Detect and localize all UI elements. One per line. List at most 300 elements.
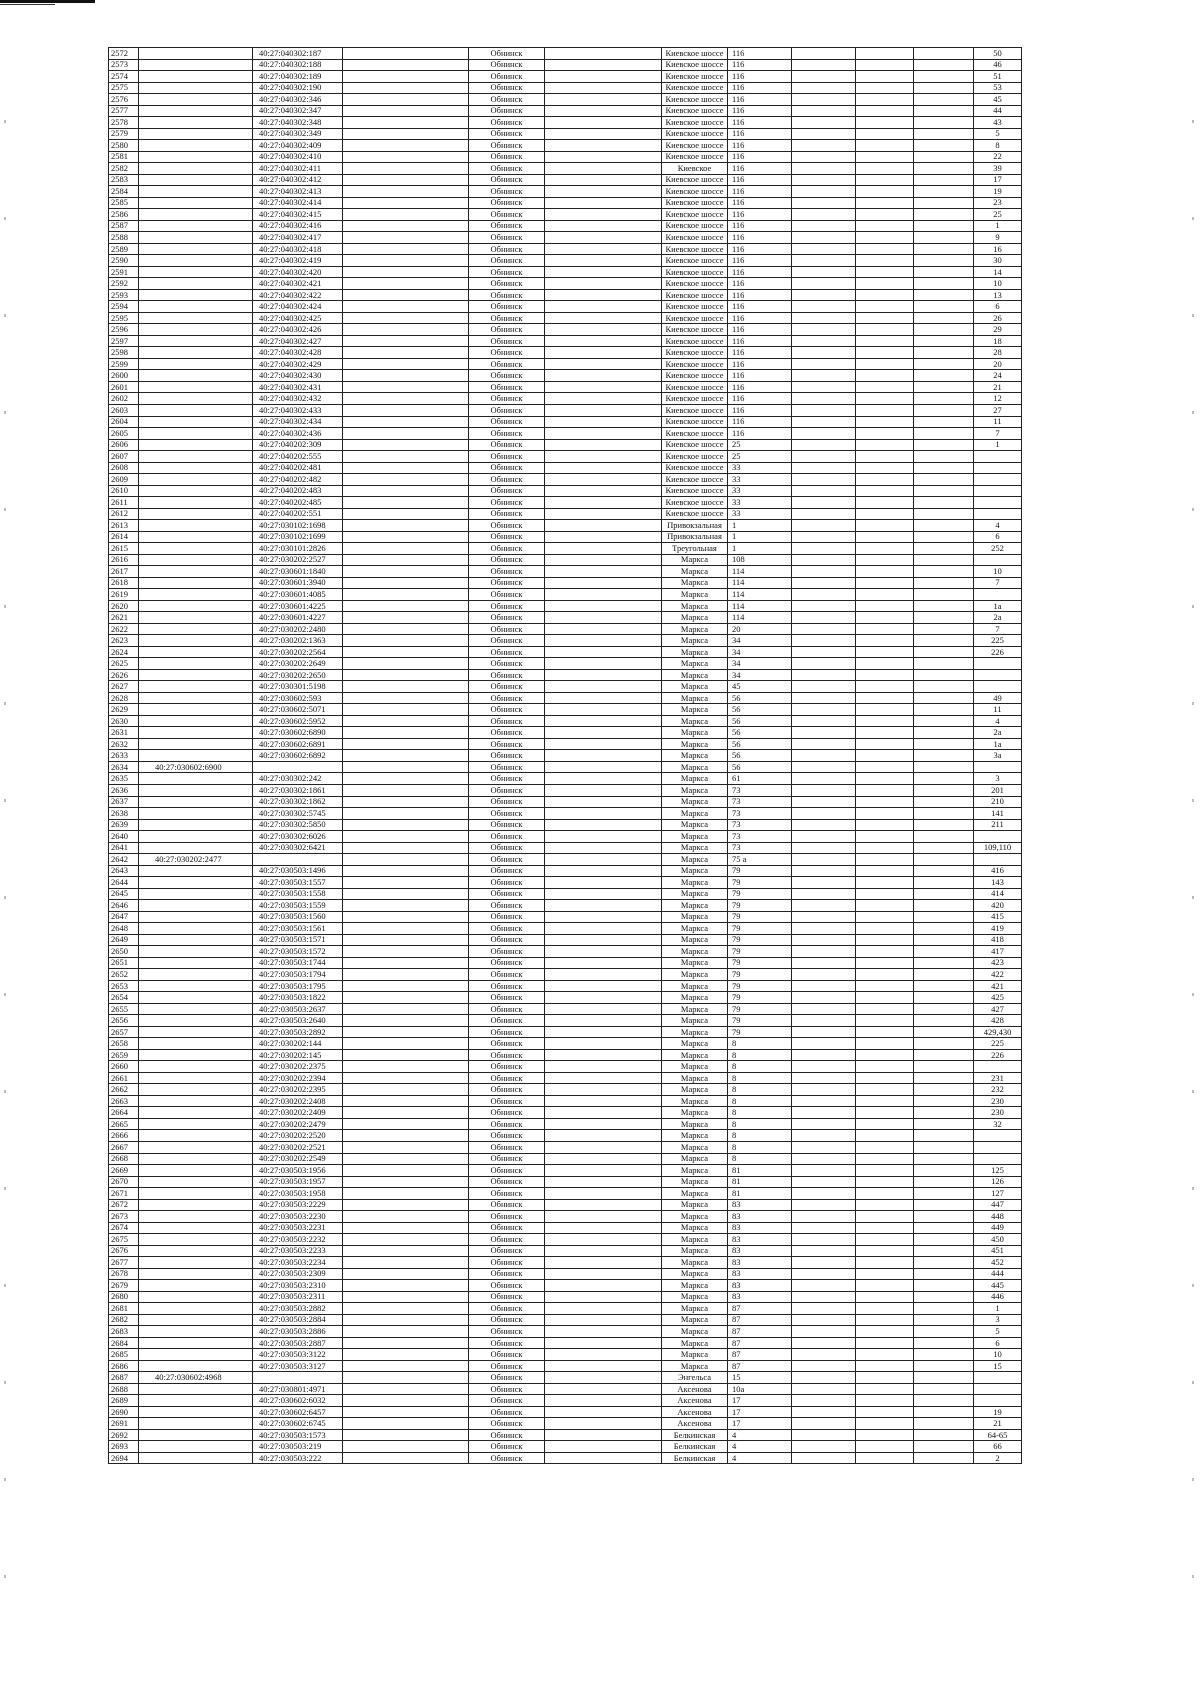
house-number: 79 <box>728 946 792 958</box>
blank-cell <box>545 819 662 831</box>
blank-cell <box>343 163 469 175</box>
blank-cell <box>343 1395 469 1407</box>
city: Обнинск <box>469 865 545 877</box>
apartment-number: 428 <box>974 1015 1022 1027</box>
building-cadastral <box>139 1222 253 1234</box>
blank-cell <box>856 1072 914 1084</box>
apartment-number <box>974 1061 1022 1073</box>
table-row <box>109 474 1022 486</box>
table-row <box>109 220 1022 232</box>
row-number: 2616 <box>109 554 139 566</box>
house-number: 83 <box>728 1291 792 1303</box>
blank-cell <box>856 1095 914 1107</box>
blank-cell <box>914 209 974 221</box>
street: Киевское <box>662 163 728 175</box>
city: Обнинск <box>469 451 545 463</box>
blank-cell <box>856 381 914 393</box>
apartment-number <box>974 669 1022 681</box>
blank-cell <box>343 1199 469 1211</box>
city: Обнинск <box>469 140 545 152</box>
table-row <box>109 1107 1022 1119</box>
city: Обнинск <box>469 577 545 589</box>
blank-cell <box>914 1199 974 1211</box>
blank-cell <box>856 865 914 877</box>
city: Обнинск <box>469 946 545 958</box>
row-number: 2645 <box>109 888 139 900</box>
table-row <box>109 635 1022 647</box>
blank-cell <box>914 1234 974 1246</box>
blank-cell <box>856 393 914 405</box>
city: Обнинск <box>469 1176 545 1188</box>
blank-cell <box>545 554 662 566</box>
apartment-number: 4 <box>974 520 1022 532</box>
building-cadastral <box>139 404 253 416</box>
city: Обнинск <box>469 209 545 221</box>
blank-cell <box>856 174 914 186</box>
blank-cell <box>343 197 469 209</box>
building-cadastral <box>139 1153 253 1165</box>
street: Маркса <box>662 1061 728 1073</box>
row-number: 2617 <box>109 566 139 578</box>
blank-cell <box>792 888 856 900</box>
blank-cell <box>792 589 856 601</box>
street: Маркса <box>662 635 728 647</box>
cadastral-number: 40:27:040302:429 <box>253 358 343 370</box>
table-row <box>109 623 1022 635</box>
apartment-number: 429,430 <box>974 1026 1022 1038</box>
blank-cell <box>343 289 469 301</box>
blank-cell <box>545 658 662 670</box>
blank-cell <box>545 1268 662 1280</box>
blank-cell <box>343 612 469 624</box>
house-number: 79 <box>728 980 792 992</box>
blank-cell <box>914 704 974 716</box>
blank-cell <box>856 1280 914 1292</box>
cadastral-number: 40:27:030503:2229 <box>253 1199 343 1211</box>
city: Обнинск <box>469 554 545 566</box>
row-number: 2653 <box>109 980 139 992</box>
city: Обнинск <box>469 1003 545 1015</box>
city: Обнинск <box>469 232 545 244</box>
row-number: 2670 <box>109 1176 139 1188</box>
apartment-number: 452 <box>974 1257 1022 1269</box>
city: Обнинск <box>469 658 545 670</box>
blank-cell <box>914 94 974 106</box>
street: Киевское шоссе <box>662 485 728 497</box>
building-cadastral <box>139 865 253 877</box>
blank-cell <box>545 785 662 797</box>
street: Киевское шоссе <box>662 255 728 267</box>
blank-cell <box>545 761 662 773</box>
building-cadastral <box>139 531 253 543</box>
house-number: 116 <box>728 393 792 405</box>
city: Обнинск <box>469 255 545 267</box>
table-row <box>109 1072 1022 1084</box>
row-number: 2574 <box>109 71 139 83</box>
blank-cell <box>792 750 856 762</box>
table-row <box>109 347 1022 359</box>
row-number: 2592 <box>109 278 139 290</box>
blank-cell <box>343 980 469 992</box>
blank-cell <box>856 900 914 912</box>
street: Привокзальная <box>662 520 728 532</box>
street: Маркса <box>662 692 728 704</box>
blank-cell <box>792 1165 856 1177</box>
apartment-number: 3а <box>974 750 1022 762</box>
blank-cell <box>914 1107 974 1119</box>
street: Маркса <box>662 681 728 693</box>
city: Обнинск <box>469 1268 545 1280</box>
blank-cell <box>545 715 662 727</box>
apartment-number: 30 <box>974 255 1022 267</box>
blank-cell <box>545 71 662 83</box>
blank-cell <box>792 969 856 981</box>
blank-cell <box>914 324 974 336</box>
cadastral-number: 40:27:030503:219 <box>253 1441 343 1453</box>
row-number: 2675 <box>109 1234 139 1246</box>
blank-cell <box>343 1222 469 1234</box>
blank-cell <box>343 704 469 716</box>
blank-cell <box>343 186 469 198</box>
blank-cell <box>545 600 662 612</box>
apartment-number: 12 <box>974 393 1022 405</box>
apartment-number: 210 <box>974 796 1022 808</box>
blank-cell <box>856 1360 914 1372</box>
row-number: 2609 <box>109 474 139 486</box>
building-cadastral <box>139 71 253 83</box>
street: Маркса <box>662 1072 728 1084</box>
house-number: 79 <box>728 1003 792 1015</box>
blank-cell <box>914 1257 974 1269</box>
building-cadastral <box>139 900 253 912</box>
blank-cell <box>914 934 974 946</box>
table-row <box>109 992 1022 1004</box>
row-number: 2632 <box>109 738 139 750</box>
row-number: 2694 <box>109 1452 139 1464</box>
table-row <box>109 1084 1022 1096</box>
building-cadastral <box>139 82 253 94</box>
table-row <box>109 923 1022 935</box>
street: Маркса <box>662 1118 728 1130</box>
apartment-number: 447 <box>974 1199 1022 1211</box>
blank-cell <box>856 335 914 347</box>
house-number: 116 <box>728 289 792 301</box>
street: Киевское шоссе <box>662 243 728 255</box>
street: Белкинская <box>662 1452 728 1464</box>
apartment-number <box>974 1141 1022 1153</box>
blank-cell <box>545 1130 662 1142</box>
table-row <box>109 612 1022 624</box>
apartment-number <box>974 485 1022 497</box>
apartment-number: 21 <box>974 381 1022 393</box>
row-number: 2664 <box>109 1107 139 1119</box>
blank-cell <box>545 1003 662 1015</box>
house-number: 45 <box>728 681 792 693</box>
row-number: 2641 <box>109 842 139 854</box>
building-cadastral <box>139 393 253 405</box>
apartment-number: 8 <box>974 140 1022 152</box>
row-number: 2613 <box>109 520 139 532</box>
cadastral-number: 40:27:030202:2409 <box>253 1107 343 1119</box>
blank-cell <box>856 1452 914 1464</box>
apartment-number: 422 <box>974 969 1022 981</box>
blank-cell <box>914 888 974 900</box>
blank-cell <box>856 854 914 866</box>
apartment-number: 1 <box>974 220 1022 232</box>
cadastral-number: 40:27:040302:416 <box>253 220 343 232</box>
cadastral-number: 40:27:030503:2230 <box>253 1211 343 1223</box>
table-row <box>109 370 1022 382</box>
house-number: 116 <box>728 105 792 117</box>
street: Маркса <box>662 623 728 635</box>
blank-cell <box>545 1118 662 1130</box>
apartment-number: 232 <box>974 1084 1022 1096</box>
cadastral-number: 40:27:030202:2521 <box>253 1141 343 1153</box>
apartment-number <box>974 1372 1022 1384</box>
cadastral-number: 40:27:040302:348 <box>253 117 343 129</box>
apartment-number <box>974 854 1022 866</box>
building-cadastral <box>139 1015 253 1027</box>
cadastral-number: 40:27:040302:436 <box>253 428 343 440</box>
building-cadastral <box>139 1268 253 1280</box>
apartment-number: 446 <box>974 1291 1022 1303</box>
blank-cell <box>856 197 914 209</box>
cadastral-number: 40:27:030202:2394 <box>253 1072 343 1084</box>
house-number: 116 <box>728 163 792 175</box>
building-cadastral <box>139 911 253 923</box>
blank-cell <box>343 946 469 958</box>
street: Маркса <box>662 877 728 889</box>
cadastral-number: 40:27:030503:1958 <box>253 1188 343 1200</box>
building-cadastral <box>139 589 253 601</box>
blank-cell <box>343 335 469 347</box>
row-number: 2690 <box>109 1406 139 1418</box>
city: Обнинск <box>469 497 545 509</box>
city: Обнинск <box>469 48 545 60</box>
blank-cell <box>792 681 856 693</box>
city: Обнинск <box>469 738 545 750</box>
table-row <box>109 808 1022 820</box>
city: Обнинск <box>469 1291 545 1303</box>
blank-cell <box>545 1188 662 1200</box>
blank-cell <box>856 358 914 370</box>
street: Киевское шоссе <box>662 497 728 509</box>
blank-cell <box>343 220 469 232</box>
city: Обнинск <box>469 1084 545 1096</box>
building-cadastral <box>139 94 253 106</box>
apartment-number: 127 <box>974 1188 1022 1200</box>
blank-cell <box>545 946 662 958</box>
blank-cell <box>856 117 914 129</box>
blank-cell <box>343 439 469 451</box>
street: Маркса <box>662 1291 728 1303</box>
house-number: 1 <box>728 520 792 532</box>
row-number: 2668 <box>109 1153 139 1165</box>
apartment-number: 19 <box>974 186 1022 198</box>
blank-cell <box>343 1049 469 1061</box>
city: Обнинск <box>469 1429 545 1441</box>
blank-cell <box>856 761 914 773</box>
apartment-number: 50 <box>974 48 1022 60</box>
city: Обнинск <box>469 1234 545 1246</box>
house-number: 83 <box>728 1257 792 1269</box>
row-number: 2691 <box>109 1418 139 1430</box>
blank-cell <box>914 1452 974 1464</box>
blank-cell <box>545 1199 662 1211</box>
cadastral-number: 40:27:030503:2309 <box>253 1268 343 1280</box>
house-number: 8 <box>728 1095 792 1107</box>
blank-cell <box>914 335 974 347</box>
city: Обнинск <box>469 692 545 704</box>
apartment-number: 421 <box>974 980 1022 992</box>
blank-cell <box>914 255 974 267</box>
blank-cell <box>792 289 856 301</box>
cadastral-number: 40:27:030601:4227 <box>253 612 343 624</box>
street: Маркса <box>662 1141 728 1153</box>
blank-cell <box>343 71 469 83</box>
scan-edge-mark <box>0 0 95 3</box>
building-cadastral <box>139 1257 253 1269</box>
apartment-number: 445 <box>974 1280 1022 1292</box>
blank-cell <box>343 1072 469 1084</box>
city: Обнинск <box>469 900 545 912</box>
row-number: 2625 <box>109 658 139 670</box>
blank-cell <box>545 520 662 532</box>
apartment-number: 425 <box>974 992 1022 1004</box>
house-number: 79 <box>728 957 792 969</box>
city: Обнинск <box>469 186 545 198</box>
table-row <box>109 404 1022 416</box>
blank-cell <box>343 404 469 416</box>
blank-cell <box>792 428 856 440</box>
blank-cell <box>914 232 974 244</box>
apartment-number: 6 <box>974 301 1022 313</box>
row-number: 2630 <box>109 715 139 727</box>
building-cadastral <box>139 520 253 532</box>
blank-cell <box>792 669 856 681</box>
city: Обнинск <box>469 128 545 140</box>
blank-cell <box>343 393 469 405</box>
blank-cell <box>343 1452 469 1464</box>
house-number: 83 <box>728 1234 792 1246</box>
row-number: 2679 <box>109 1280 139 1292</box>
cadastral-number: 40:27:040302:419 <box>253 255 343 267</box>
building-cadastral <box>139 255 253 267</box>
cadastral-number: 40:27:030503:1559 <box>253 900 343 912</box>
table-row <box>109 1153 1022 1165</box>
row-number: 2621 <box>109 612 139 624</box>
blank-cell <box>914 669 974 681</box>
blank-cell <box>856 324 914 336</box>
building-cadastral <box>139 612 253 624</box>
blank-cell <box>792 658 856 670</box>
blank-cell <box>856 209 914 221</box>
blank-cell <box>914 566 974 578</box>
city: Обнинск <box>469 1107 545 1119</box>
cadastral-number: 40:27:040302:422 <box>253 289 343 301</box>
blank-cell <box>856 1291 914 1303</box>
row-number: 2659 <box>109 1049 139 1061</box>
blank-cell <box>856 658 914 670</box>
street: Маркса <box>662 1165 728 1177</box>
blank-cell <box>856 1176 914 1188</box>
blank-cell <box>792 1441 856 1453</box>
building-cadastral <box>139 197 253 209</box>
building-cadastral <box>139 1280 253 1292</box>
cadastral-number: 40:27:030202:2520 <box>253 1130 343 1142</box>
blank-cell <box>856 831 914 843</box>
blank-cell <box>856 785 914 797</box>
row-number: 2579 <box>109 128 139 140</box>
blank-cell <box>914 1360 974 1372</box>
blank-cell <box>792 819 856 831</box>
city: Обнинск <box>469 151 545 163</box>
cadastral-number: 40:27:040302:428 <box>253 347 343 359</box>
apartment-number: 11 <box>974 704 1022 716</box>
city: Обнинск <box>469 761 545 773</box>
building-cadastral <box>139 289 253 301</box>
street: Маркса <box>662 1326 728 1338</box>
building-cadastral <box>139 1084 253 1096</box>
street: Киевское шоссе <box>662 439 728 451</box>
blank-cell <box>856 1303 914 1315</box>
blank-cell <box>545 612 662 624</box>
row-number: 2629 <box>109 704 139 716</box>
cadastral-number: 40:27:040202:483 <box>253 485 343 497</box>
cadastral-number: 40:27:040302:432 <box>253 393 343 405</box>
blank-cell <box>343 727 469 739</box>
blank-cell <box>914 1038 974 1050</box>
city: Обнинск <box>469 1245 545 1257</box>
house-number: 4 <box>728 1452 792 1464</box>
blank-cell <box>914 819 974 831</box>
house-number: 116 <box>728 278 792 290</box>
blank-cell <box>343 1003 469 1015</box>
blank-cell <box>856 1337 914 1349</box>
apartment-number: 125 <box>974 1165 1022 1177</box>
cadastral-number: 40:27:030503:1572 <box>253 946 343 958</box>
blank-cell <box>792 1049 856 1061</box>
cadastral-number: 40:27:030503:1795 <box>253 980 343 992</box>
blank-cell <box>914 1003 974 1015</box>
blank-cell <box>343 1349 469 1361</box>
house-number: 79 <box>728 969 792 981</box>
row-number: 2644 <box>109 877 139 889</box>
row-number: 2693 <box>109 1441 139 1453</box>
house-number: 116 <box>728 220 792 232</box>
street: Киевское шоссе <box>662 94 728 106</box>
cadastral-number: 40:27:040302:410 <box>253 151 343 163</box>
row-number: 2640 <box>109 831 139 843</box>
table-row <box>109 1003 1022 1015</box>
blank-cell <box>343 140 469 152</box>
blank-cell <box>914 301 974 313</box>
street: Киевское шоссе <box>662 128 728 140</box>
building-cadastral <box>139 312 253 324</box>
blank-cell <box>343 1153 469 1165</box>
blank-cell <box>545 163 662 175</box>
row-number: 2633 <box>109 750 139 762</box>
row-number: 2601 <box>109 381 139 393</box>
city: Обнинск <box>469 992 545 1004</box>
cadastral-number: 40:27:030503:2884 <box>253 1314 343 1326</box>
table-row <box>109 1337 1022 1349</box>
blank-cell <box>856 911 914 923</box>
scan-edge-mark-secondary <box>0 4 55 5</box>
apartment-number: 66 <box>974 1441 1022 1453</box>
row-number: 2619 <box>109 589 139 601</box>
row-number: 2590 <box>109 255 139 267</box>
